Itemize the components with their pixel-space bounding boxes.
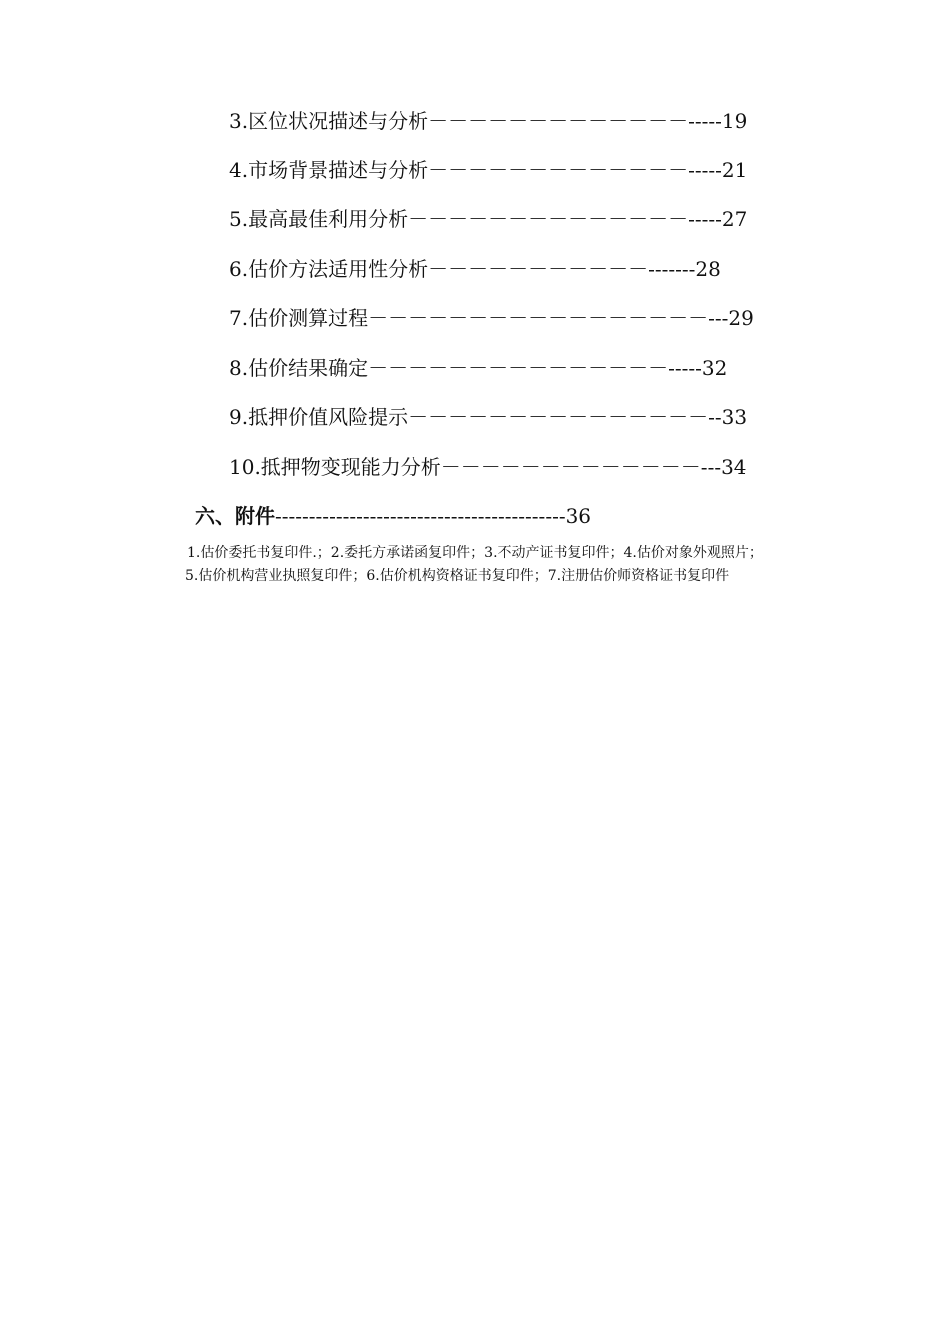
toc-entry-text: 8.估价结果确定－－－－－－－－－－－－－－－-----32 <box>229 356 728 380</box>
toc-entry[interactable] <box>229 155 789 185</box>
toc-entry-text: 4.市场背景描述与分析－－－－－－－－－－－－－-----21 <box>229 158 748 182</box>
appendix-leader: -------------------------------------------36 <box>275 504 592 528</box>
toc-entry-text: 7.估价测算过程－－－－－－－－－－－－－－－－－---29 <box>229 306 754 330</box>
toc-entry[interactable] <box>229 204 789 234</box>
toc-entry-text: 6.估价方法适用性分析－－－－－－－－－－－-------28 <box>229 257 721 281</box>
toc-entry[interactable] <box>229 452 789 482</box>
toc-entry-text: 9.抵押价值风险提示－－－－－－－－－－－－－－－--33 <box>229 405 748 429</box>
toc-appendix-entry[interactable] <box>195 501 789 531</box>
toc-entry-text: 10.抵押物变现能力分析－－－－－－－－－－－－－---34 <box>229 455 747 479</box>
appendix-items-line: 1.估价委托书复印件.；2.委托方承诺函复印件；3.不动产证书复印件；4.估价对象外观照片； <box>187 545 763 561</box>
toc-entry-text: 3.区位状况描述与分析－－－－－－－－－－－－－-----19 <box>229 109 748 133</box>
toc-entry[interactable] <box>229 353 789 383</box>
appendix-heading: 六、附件 <box>195 504 275 528</box>
toc-entry-text: 5.最高最佳利用分析－－－－－－－－－－－－－－-----27 <box>229 207 748 231</box>
appendix-items-line: 5.估价机构营业执照复印件；6.估价机构资格证书复印件；7.注册估价师资格证书复印件 <box>185 568 730 584</box>
toc-entry[interactable] <box>229 254 789 284</box>
toc-entry[interactable] <box>229 303 789 333</box>
toc-entry[interactable] <box>229 106 789 136</box>
toc-entry[interactable] <box>229 402 789 432</box>
